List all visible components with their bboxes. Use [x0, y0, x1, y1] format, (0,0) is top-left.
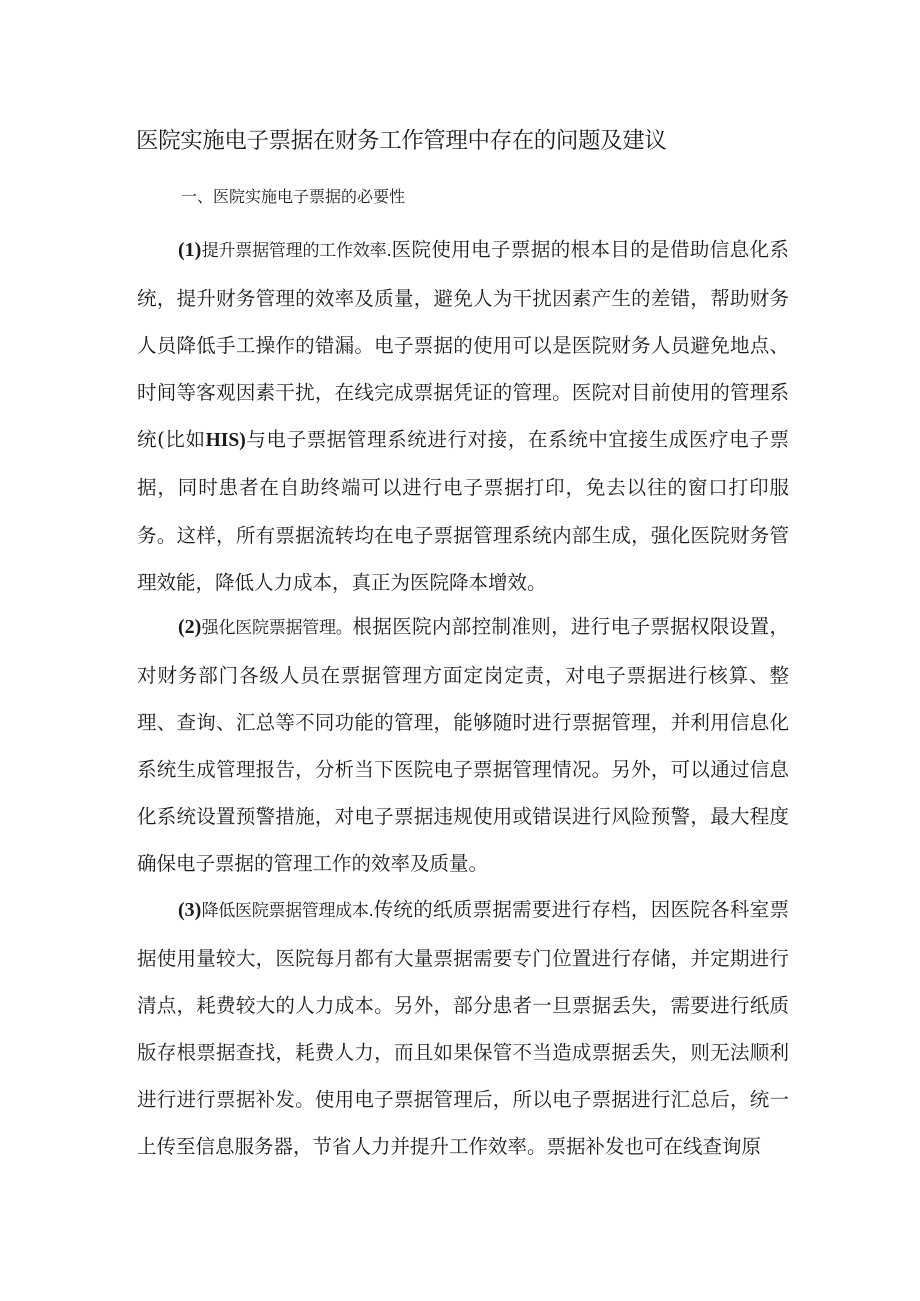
paragraph-2	[137, 603, 789, 888]
paragraph-2-number: (2)	[178, 616, 202, 638]
paragraph-2-text: 根据医院内部控制准则，进行电子票据权限设置，对财务部门各级人员在票据管理方面定岗定责，对电子票据进行核算、整理、查询、汇总等不同功能的管理，能够随时进行票据管理，并利用信息化系统生成管理报告，分析当下医院电子票据管理情况。另外，可以通过信息化系统设置预警措施，对电子票据违规使用或错误进行风险预警，最大程度确保电子票据的管理工作的效率及质量。	[137, 615, 789, 876]
paragraph-2-label: 强化医院票据管理。	[201, 618, 353, 638]
paragraph-3-lead	[178, 898, 373, 921]
document-title: 医院实施电子票据在财务工作管理中存在的问题及建议	[136, 128, 667, 154]
paragraph-1-text-b: 与电子票据管理系统进行对接，在系统中宜接生成医疗电子票据，同时患者在自助终端可以进行电子票据打印，免去以往的窗口打印服务。这样，所有票据流转均在电子票据管理系统内部生成，强化医院财务管理效能，降低人力成本，真正为医院降本增效。	[137, 428, 789, 594]
paragraph-3-number: (3)	[178, 899, 202, 921]
paragraph-1-bold-term: HIS)	[205, 430, 246, 452]
paragraph-3-text: 传统的纸质票据需要进行存档，因医院各科室票据使用量较大，医院每月都有大量票据需要专门位置进行存储，并定期进行清点，耗费较大的人力成本。另外，部分患者一旦票据丢失，需要进行纸质版存根票据查找，耗费人力，而且如果保管不当造成票据丢失，则无法顺利进行进行票据补发。使用电子票据管理后，所以电子票据进行汇总后，统一上传至信息服务器，节省人力并提升工作效率。票据补发也可在线查询原	[137, 898, 789, 1159]
paragraph-1-lead	[178, 238, 391, 261]
paragraph-1-number: (1)	[178, 239, 202, 261]
paragraph-3-label: 降低医院票据管理成本.	[201, 901, 374, 921]
paragraph-3	[137, 886, 789, 1171]
paragraph-1-text-a: 医院使用电子票据的根本目的是借助信息化系统，提升财务管理的效率及质量，避免人为干扰因素产生的差错，帮助财务人员降低手工操作的错漏。电子票据的使用可以是医院财务人员避免地点、时间等客观因素干扰，在线完成票据凭证的管理。医院对目前使用的管理系统(比如	[137, 238, 789, 452]
section-heading: 一、医院实施电子票据的必要性	[181, 187, 406, 206]
paragraph-1	[137, 226, 789, 606]
paragraph-2-lead	[178, 615, 353, 638]
paragraph-1-label: 提升票据管理的工作效率.	[201, 241, 392, 261]
